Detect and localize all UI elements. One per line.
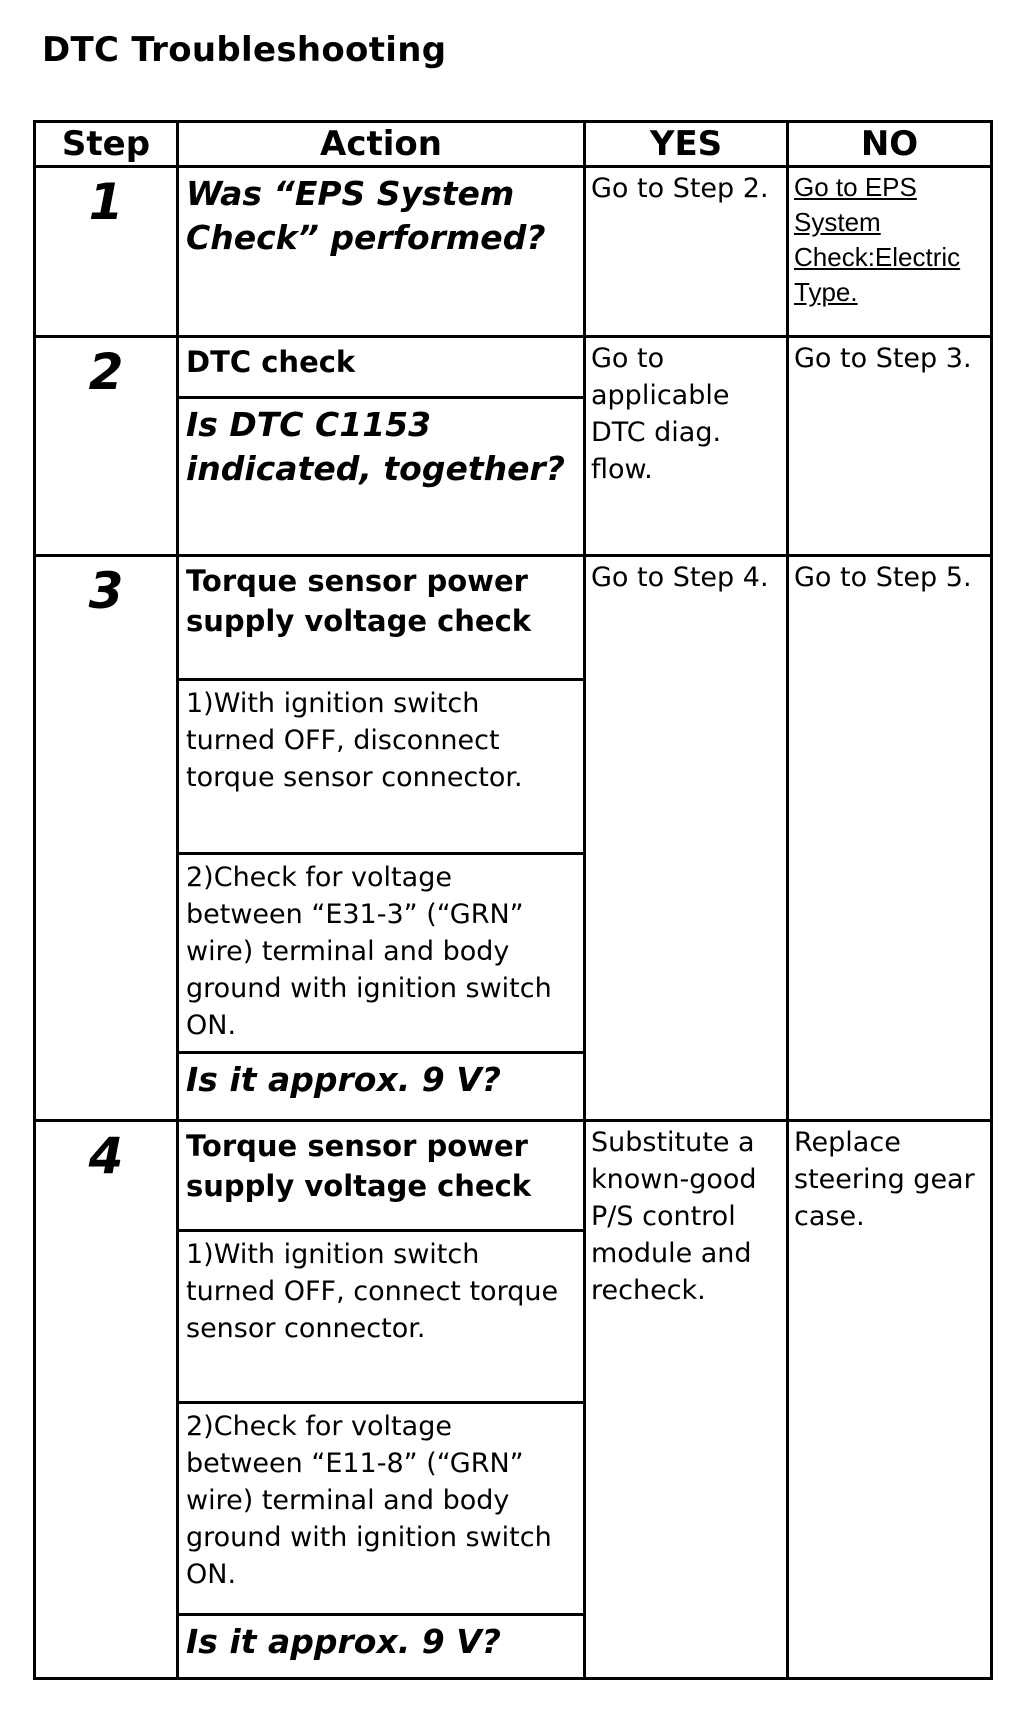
no-result: Replace steering gear case.: [788, 1121, 992, 1679]
header-no: NO: [788, 122, 992, 167]
action-heading: DTC check: [178, 337, 585, 398]
eps-system-check-link[interactable]: Go to EPS System Check:Electric Type.: [794, 172, 961, 307]
action-substep: 2)Check for voltage between “E31-3” (“GRN” wire) terminal and body ground with ignition switch ON.: [178, 854, 585, 1053]
action-question: Is it approx. 9 V?: [178, 1053, 585, 1121]
header-step: Step: [35, 122, 178, 167]
yes-result: Go to Step 2.: [585, 167, 788, 337]
table-row: [35, 1121, 992, 1231]
yes-result: Substitute a known-good P/S control module and recheck.: [585, 1121, 788, 1679]
header-action: Action: [178, 122, 585, 167]
yes-result: Go to applicable DTC diag. flow.: [585, 337, 788, 556]
table-row: [35, 337, 992, 398]
step-number: 1: [35, 167, 178, 337]
step-number: 4: [35, 1121, 178, 1679]
action-heading: Torque sensor power supply voltage check: [178, 556, 585, 680]
table-row: [35, 556, 992, 680]
action-heading: Torque sensor power supply voltage check: [178, 1121, 585, 1231]
action-substep: 2)Check for voltage between “E11-8” (“GRN” wire) terminal and body ground with ignition switch ON.: [178, 1403, 585, 1615]
action-substep: 1)With ignition switch turned OFF, disconnect torque sensor connector.: [178, 680, 585, 854]
dtc-table: [33, 120, 993, 1680]
action-substep: 1)With ignition switch turned OFF, connect torque sensor connector.: [178, 1231, 585, 1403]
no-result: Go to Step 5.: [788, 556, 992, 1121]
action-question: Is DTC C1153 indicated, together?: [178, 398, 585, 556]
no-result: Go to Step 3.: [788, 337, 992, 556]
action-question: Was “EPS System Check” performed?: [178, 167, 585, 337]
header-row: [35, 122, 992, 167]
page-title: DTC Troubleshooting: [42, 30, 447, 70]
step-number: 3: [35, 556, 178, 1121]
no-result-cell: [788, 167, 992, 337]
header-yes: YES: [585, 122, 788, 167]
yes-result: Go to Step 4.: [585, 556, 788, 1121]
action-question: Is it approx. 9 V?: [178, 1615, 585, 1679]
step-number: 2: [35, 337, 178, 556]
table-row: [35, 167, 992, 337]
